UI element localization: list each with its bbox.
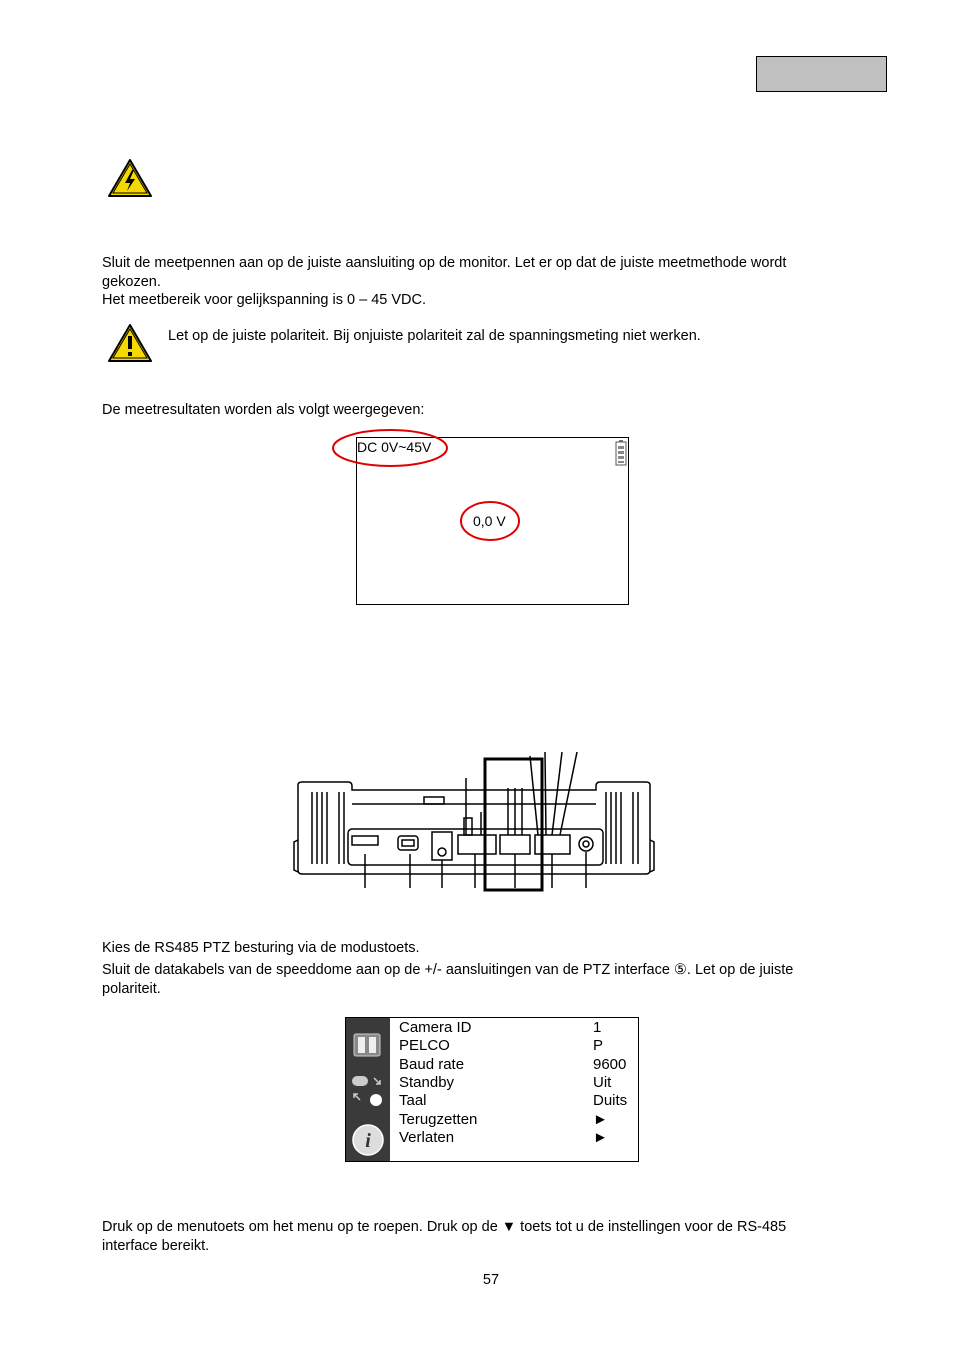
menu-item-label[interactable]: Verlaten bbox=[399, 1128, 455, 1146]
rs485-line-2: Sluit de datakabels van de speeddome aan op de +/- aansluitingen van de PTZ interface ⑤. Let op de juiste bbox=[102, 962, 794, 978]
voltage-reading: 0,0 V bbox=[473, 513, 506, 529]
high-voltage-warning-icon bbox=[107, 158, 153, 198]
menu-item-label[interactable]: Standby bbox=[399, 1073, 455, 1091]
menu-item-label[interactable]: Taal bbox=[399, 1092, 427, 1110]
connect-instructions bbox=[102, 254, 892, 310]
rs485-mode-text: Kies de RS485 PTZ besturing via de modustoets. bbox=[102, 940, 420, 956]
connect-line-1: Sluit de meetpennen aan op de juiste aansluiting op de monitor. Let er op dat de juiste meetmethode wordt bbox=[102, 255, 787, 271]
menu-instr-line-1: Druk op de menutoets om het menu op te roepen. Druk op de ▼ toets tot u de instellingen voor de RS-485 bbox=[102, 1219, 787, 1235]
menu-item-label[interactable]: Baud rate bbox=[399, 1055, 465, 1073]
exclamation-warning-icon bbox=[107, 323, 153, 363]
section-header-box bbox=[756, 56, 887, 92]
svg-text:i: i bbox=[365, 1130, 371, 1152]
menu-item-value: Duits bbox=[593, 1092, 628, 1110]
rs485-cable-instructions bbox=[102, 961, 892, 998]
ptz-control-icon[interactable] bbox=[348, 1072, 388, 1108]
menu-item-value: Uit bbox=[593, 1073, 612, 1091]
results-intro-text: De meetresultaten worden als volgt weergegeven: bbox=[102, 402, 425, 418]
rs485-line-3: polariteit. bbox=[102, 980, 161, 997]
menu-instr-line-2: interface bereikt. bbox=[102, 1237, 210, 1254]
page-number: 57 bbox=[482, 1272, 500, 1288]
battery-icon bbox=[615, 440, 627, 466]
menu-item-value: ► bbox=[593, 1110, 608, 1128]
polarity-warning-text: Let op de juiste polariteit. Bij onjuiste polariteit zal de spanningsmeting niet werken. bbox=[168, 328, 701, 344]
menu-sidebar bbox=[346, 1018, 390, 1161]
menu-item-value: 9600 bbox=[593, 1055, 627, 1073]
measurement-range-text: Het meetbereik voor gelijkspanning is 0 – 45 VDC. bbox=[102, 292, 426, 308]
device-connector-diagram bbox=[290, 752, 660, 894]
info-icon[interactable] bbox=[348, 1122, 388, 1158]
menu-item-value: 1 bbox=[593, 1019, 602, 1036]
menu-navigation-instructions bbox=[102, 1218, 892, 1255]
menu-item-label[interactable]: PELCO bbox=[399, 1037, 450, 1055]
ptz-settings-menu bbox=[345, 1017, 639, 1162]
mode-label: DC 0V~45V bbox=[357, 439, 432, 455]
menu-item-label[interactable]: Terugzetten bbox=[399, 1110, 478, 1128]
mode-highlight-circle bbox=[326, 425, 456, 471]
connect-line-2: gekozen. bbox=[102, 273, 161, 290]
menu-item-value: P bbox=[593, 1037, 604, 1055]
reading-highlight-circle bbox=[455, 497, 525, 545]
display-mode-icon[interactable] bbox=[348, 1024, 388, 1060]
menu-item-value: ► bbox=[593, 1128, 608, 1146]
menu-item-label[interactable]: Camera ID bbox=[399, 1019, 472, 1036]
